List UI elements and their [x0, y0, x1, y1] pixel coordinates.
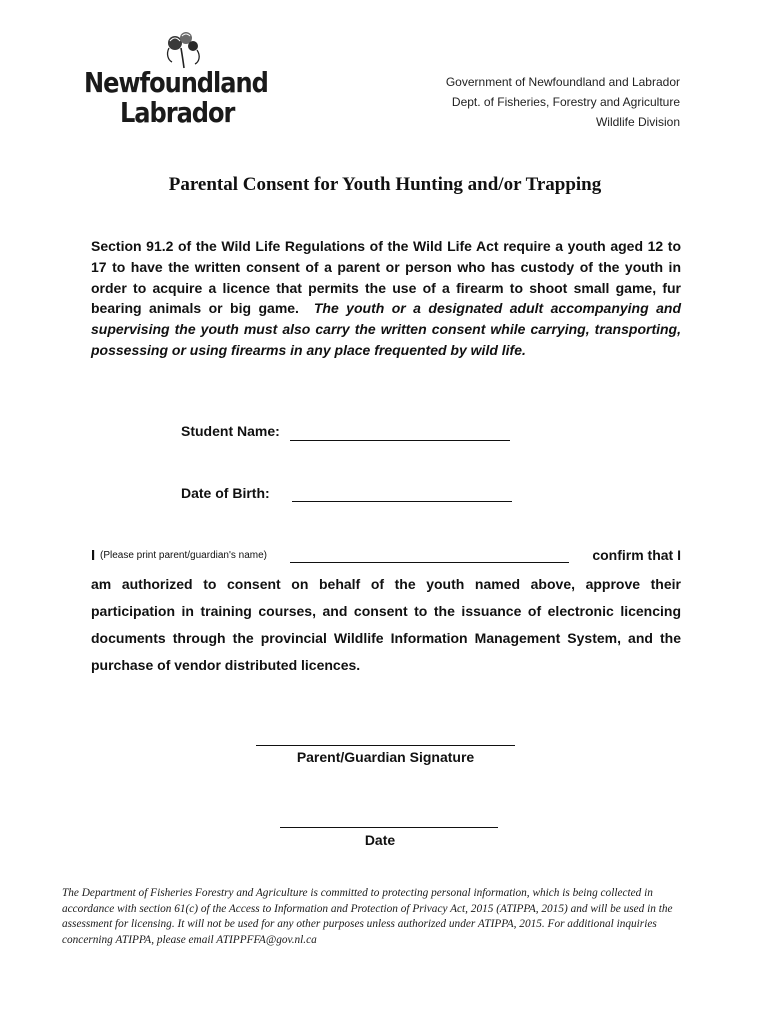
- logo-newfoundland-text: Newfoundland: [84, 66, 268, 99]
- signature-date-label: Date: [364, 832, 396, 848]
- government-logo: [84, 30, 284, 134]
- consent-lead-text: I: [91, 547, 96, 564]
- department-header: [446, 72, 680, 132]
- guardian-name-hint: (Please print parent/guardian's name): [100, 550, 268, 561]
- guardian-name-field[interactable]: [290, 562, 569, 563]
- header-government-line: Government of Newfoundland and Labrador: [445, 75, 680, 89]
- consent-first-line: [91, 546, 681, 568]
- signature-date-field[interactable]: [280, 827, 498, 828]
- intro-italic-text: The youth or a designated adult accompanying and supervising the youth must also carry the written consent while carrying, transporting, possessing or using firearms in any place frequented by wild life.: [91, 300, 681, 358]
- consent-tail-text: confirm that I: [592, 547, 681, 563]
- page-title: Parental Consent for Youth Hunting and/or Trapping: [168, 174, 602, 195]
- header-department-line: Dept. of Fisheries, Forestry and Agriculture: [451, 95, 680, 109]
- student-name-field[interactable]: [290, 440, 510, 441]
- parent-signature-field[interactable]: [256, 745, 515, 746]
- header-division-line: Wildlife Division: [595, 115, 680, 129]
- pitcher-plant-emblem-icon: [164, 30, 204, 70]
- parent-signature-label: Parent/Guardian Signature: [296, 749, 475, 765]
- logo-labrador-text: Labrador: [120, 96, 235, 129]
- intro-regular-text: Section 91.2 of the Wild Life Regulations of the Wild Life Act require a youth aged 12 to 17 to have the written consent of a parent or person who has custody of the youth in order to acquire a licence that permits the use of a firearm to shoot small game, fur bearing animals or big game.: [91, 238, 681, 317]
- intro-paragraph: [91, 236, 681, 361]
- privacy-notice: The Department of Fisheries Forestry and Agriculture is committed to protecting personal information, which is being collected in accordance with section 61(c) of the Access to Information and Protection of Privacy Act, 2015 (ATIPPA, 2015) and will be used in the assessment for licensing. It will not be used for any other purposes unless authorized under ATIPPA, 2015. For additional inquiries concerning ATIPPA, please email ATIPPFFA@gov.nl.ca: [62, 887, 673, 946]
- date-of-birth-label: Date of Birth:: [181, 485, 270, 501]
- consent-paragraph: am authorized to consent on behalf of the youth named above, approve their participation in training courses, and consent to the issuance of electronic licencing documents through the provincial Wildlife Information Management System, and the purchase of vendor distributed licences.: [91, 576, 681, 673]
- date-of-birth-field[interactable]: [292, 501, 512, 502]
- student-name-label: Student Name:: [181, 423, 280, 439]
